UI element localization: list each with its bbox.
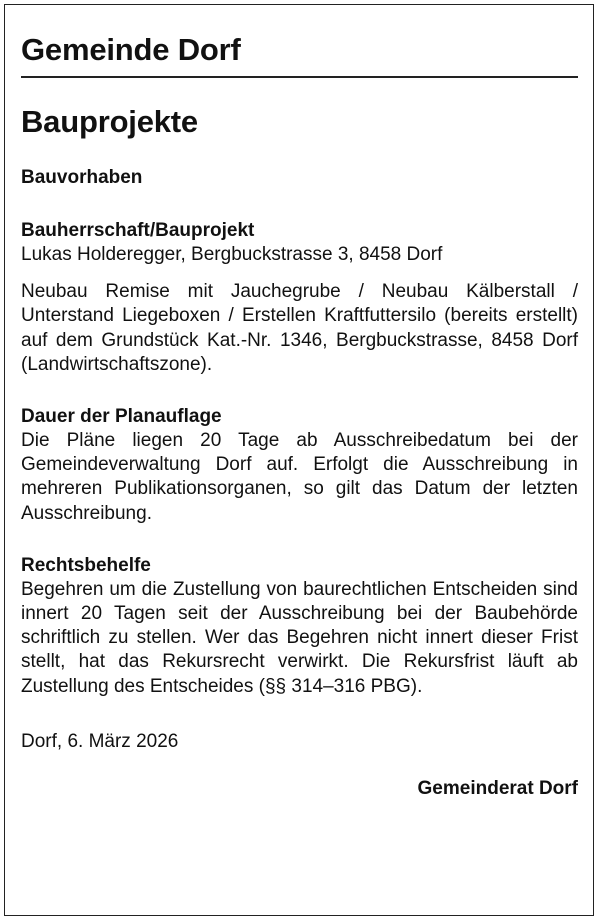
display-period-heading: Dauer der Planauflage: [21, 406, 222, 428]
notice-content: [21, 30, 578, 801]
category-heading: Bauvorhaben: [21, 167, 143, 188]
municipality-name: Gemeinde Dorf: [21, 32, 241, 67]
applicant-heading: Bauherrschaft/Bauprojekt: [21, 220, 255, 241]
notice-title: Bauprojekte: [21, 104, 198, 139]
legal-remedies-heading: Rechtsbehelfe: [21, 554, 151, 576]
project-description: Neubau Remise mit Jauchegrube / Neubau Kälberstall / Unterstand Liegeboxen / Erstellen Kraftfuttersilo (bereits erstellt) auf dem Grundstück Kat.-Nr. 1346, Bergbuckstrasse, 8458 Dorf (Landwirtschaftszone).: [21, 281, 578, 375]
legal-remedies-text: Begehren um die Zustellung von baurechtlichen Entscheiden sind innert 20 Tagen seit der Ausschreibung bei der Baubehörde schriftlich zu stellen. Wer das Begehren nicht innert dieser Frist stellt, hat das Rekursrecht verwirkt. Die Rekursfrist läuft ab Zustellung des Entscheides (§§ 314–316 PBG).: [21, 578, 578, 697]
display-period-text: Die Pläne liegen 20 Tage ab Ausschreibedatum bei der Gemeindeverwaltung Dorf auf. Erfolgt die Ausschreibung in mehreren Publikationsorganen, so gilt das Datum der letzten Ausschreibung.: [21, 430, 578, 524]
place-date: Dorf, 6. März 2026: [21, 730, 179, 752]
header-divider: [21, 76, 578, 78]
signature: Gemeinderat Dorf: [417, 778, 578, 800]
applicant-text: Lukas Holderegger, Bergbuckstrasse 3, 8458 Dorf: [21, 244, 443, 265]
